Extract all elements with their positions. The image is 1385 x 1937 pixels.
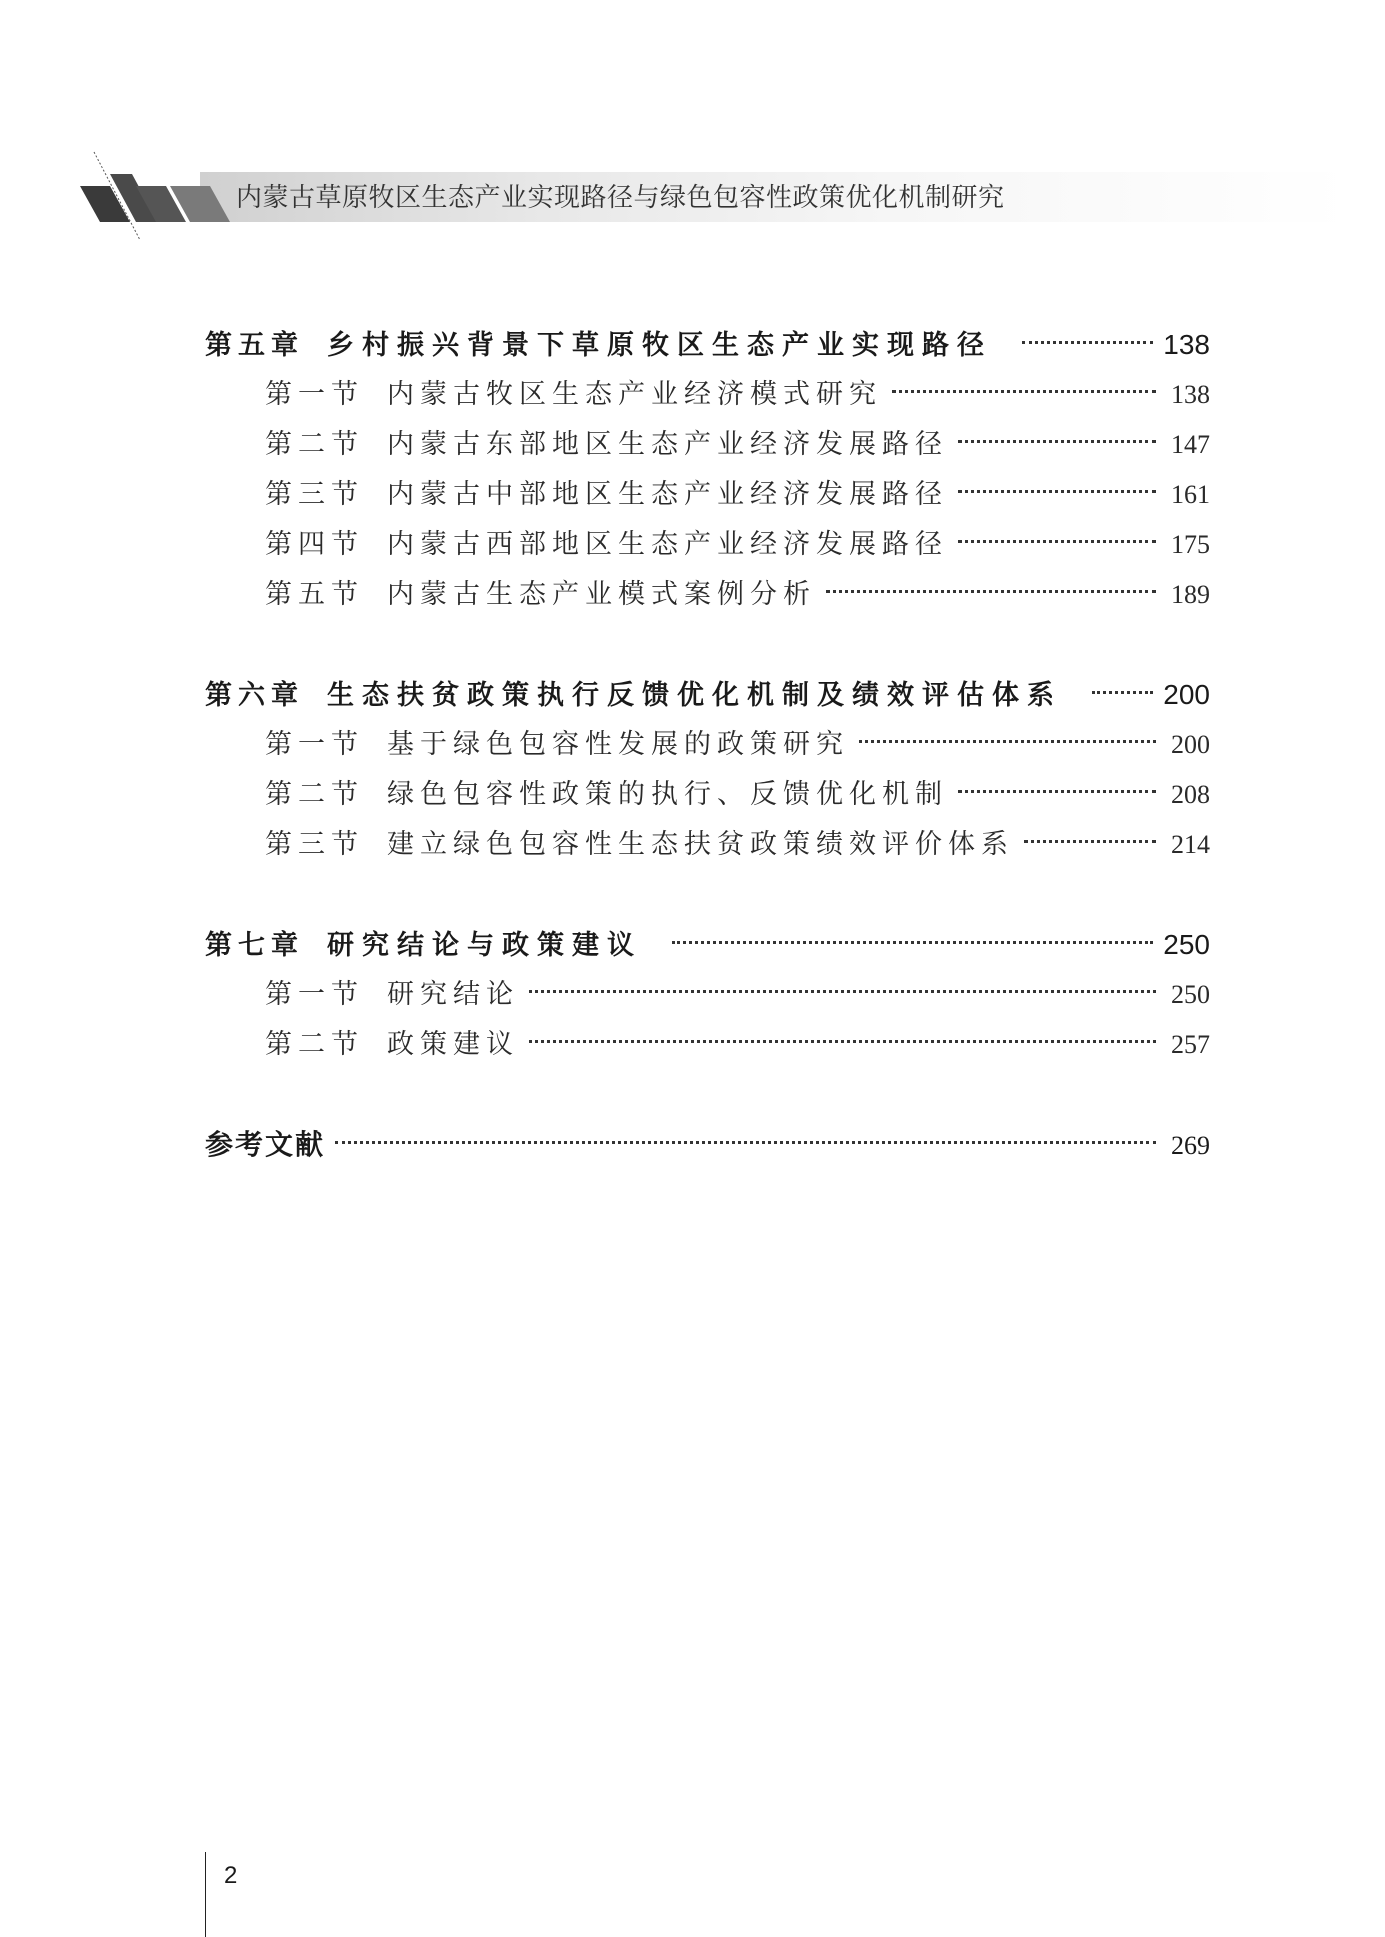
toc-section[interactable] — [205, 470, 1210, 520]
chapter-page: 250 — [1163, 929, 1210, 960]
section-label: 第二节 — [265, 779, 364, 810]
section-label: 第一节 — [265, 979, 364, 1010]
toc-bibliography[interactable] — [205, 1120, 1210, 1170]
dot-leader — [826, 590, 1156, 593]
footer-rule — [205, 1852, 206, 1937]
section-label: 第三节 — [265, 479, 364, 510]
dot-leader — [335, 1141, 1156, 1144]
section-page: 208 — [1171, 780, 1210, 809]
dot-leader — [859, 740, 1156, 743]
bibliography-title: 参考文献 — [205, 1128, 326, 1161]
section-label: 第一节 — [265, 379, 364, 410]
section-title: 基于绿色包容性发展的政策研究 — [387, 729, 849, 760]
chapter-page: 138 — [1163, 329, 1210, 360]
chapter-label: 第七章 — [205, 930, 304, 961]
dot-leader — [958, 540, 1156, 543]
toc-section[interactable] — [205, 770, 1210, 820]
table-of-contents — [205, 320, 1210, 1170]
dot-leader — [672, 941, 1153, 944]
toc-chapter-7[interactable] — [205, 920, 1210, 970]
section-title: 内蒙古牧区生态产业经济模式研究 — [387, 379, 882, 410]
running-header — [80, 150, 1320, 240]
dot-leader — [1024, 840, 1156, 843]
chapter-page: 200 — [1163, 679, 1210, 710]
section-page: 175 — [1171, 530, 1210, 559]
section-label: 第五节 — [265, 579, 364, 610]
section-title: 内蒙古西部地区生态产业经济发展路径 — [387, 529, 948, 560]
bibliography-page: 269 — [1171, 1131, 1210, 1160]
toc-section[interactable] — [205, 520, 1210, 570]
section-title: 内蒙古东部地区生态产业经济发展路径 — [387, 429, 948, 460]
dot-leader — [529, 990, 1156, 993]
section-page: 138 — [1171, 380, 1210, 409]
section-label: 第二节 — [265, 1029, 364, 1060]
dot-leader — [958, 490, 1156, 493]
chapter-label: 第五章 — [205, 330, 304, 361]
section-title: 建立绿色包容性生态扶贫政策绩效评价体系 — [387, 829, 1014, 860]
dot-leader — [958, 790, 1156, 793]
toc-section[interactable] — [205, 970, 1210, 1020]
section-label: 第三节 — [265, 829, 364, 860]
section-label: 第二节 — [265, 429, 364, 460]
spacer — [205, 870, 1210, 920]
toc-chapter-6[interactable] — [205, 670, 1210, 720]
section-title: 绿色包容性政策的执行、反馈优化机制 — [387, 779, 948, 810]
section-page: 161 — [1171, 480, 1210, 509]
section-title: 内蒙古中部地区生态产业经济发展路径 — [387, 479, 948, 510]
toc-section[interactable] — [205, 570, 1210, 620]
section-page: 214 — [1171, 830, 1210, 859]
toc-section[interactable] — [205, 420, 1210, 470]
section-label: 第四节 — [265, 529, 364, 560]
chapter-title: 乡村振兴背景下草原牧区生态产业实现路径 — [327, 330, 992, 361]
toc-section[interactable] — [205, 1020, 1210, 1070]
section-title: 研究结论 — [387, 979, 519, 1010]
spacer — [205, 620, 1210, 670]
section-page: 257 — [1171, 1030, 1210, 1059]
section-page: 250 — [1171, 980, 1210, 1009]
chapter-title: 研究结论与政策建议 — [327, 930, 642, 961]
chapter-label: 第六章 — [205, 680, 304, 711]
section-page: 200 — [1171, 730, 1210, 759]
chapter-title: 生态扶贫政策执行反馈优化机制及绩效评估体系 — [327, 680, 1062, 711]
spacer — [205, 1070, 1210, 1120]
dot-leader — [892, 390, 1156, 393]
section-title: 内蒙古生态产业模式案例分析 — [387, 579, 816, 610]
dot-leader — [1022, 341, 1153, 344]
toc-section[interactable] — [205, 820, 1210, 870]
dot-leader — [958, 440, 1156, 443]
book-title: 内蒙古草原牧区生态产业实现路径与绿色包容性政策优化机制研究 — [236, 183, 1005, 213]
page-number: 2 — [224, 1862, 238, 1889]
toc-section[interactable] — [205, 370, 1210, 420]
dot-leader — [529, 1040, 1156, 1043]
section-page: 147 — [1171, 430, 1210, 459]
section-label: 第一节 — [265, 729, 364, 760]
toc-section[interactable] — [205, 720, 1210, 770]
toc-chapter-5[interactable] — [205, 320, 1210, 370]
dot-leader — [1092, 691, 1153, 694]
section-page: 189 — [1171, 580, 1210, 609]
section-title: 政策建议 — [387, 1029, 519, 1060]
